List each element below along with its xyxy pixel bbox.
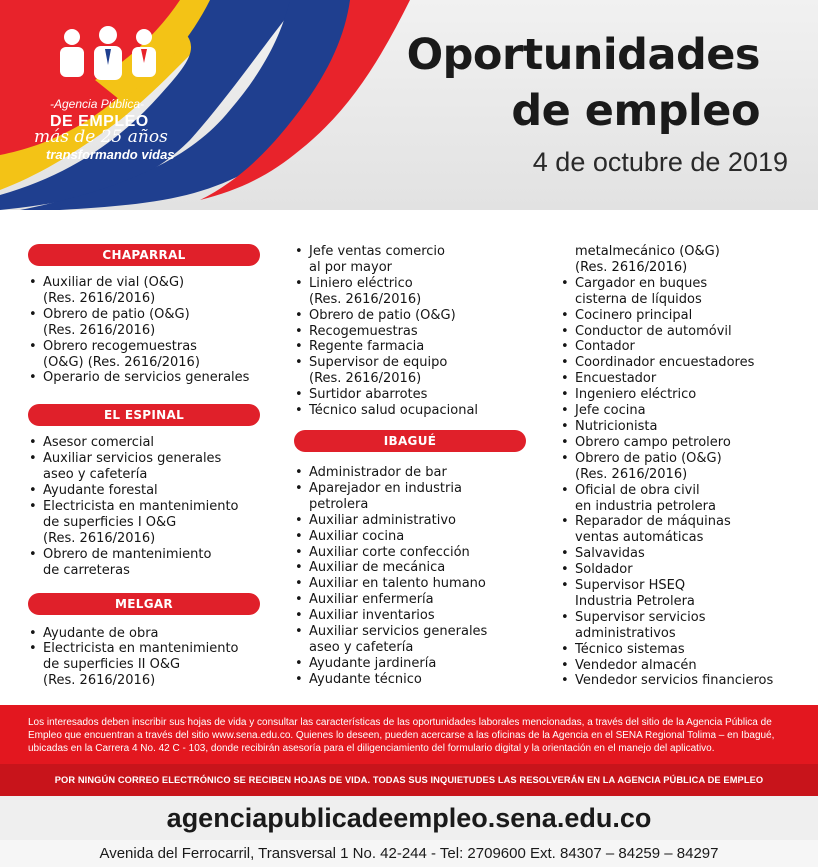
job-item: • Ingeniero eléctrico (561, 387, 697, 403)
email-notice-banner: POR NINGÚN CORREO ELECTRÓNICO SE RECIBEN HOJAS DE VIDA. TODAS SUS INQUIETUDES LAS RESOLVERÁN EN LA AGENCIA PÚBLICA DE EMPLEO (0, 764, 818, 796)
job-item: • Ayudante técnico (295, 671, 422, 687)
website-link[interactable]: agenciapublicadeempleo.sena.edu.co (0, 796, 818, 840)
job-item: • Auxiliar servicios generales aseo y cafetería (29, 451, 222, 483)
agency-name-line1: -Agencia Pública- (50, 97, 145, 111)
jobs-column-2 (294, 244, 526, 688)
job-item: • Cargador en buques cisterna de líquidos (561, 275, 708, 307)
job-item: • Auxiliar de mecánica (295, 560, 446, 576)
anniversary-line1: más de 25 años (34, 127, 168, 147)
job-item: • Reparador de máquinas ventas automáticas (561, 514, 731, 546)
job-item: • Obrero campo petrolero (561, 434, 731, 450)
contact-address: Avenida del Ferrocarril, Transversal 1 No. 42-244 - Tel: 2709600 Ext. 84307 – 84259 – 84297 (0, 840, 818, 867)
job-item: • Coordinador encuestadores (561, 355, 755, 371)
application-instructions: Los interesados deben inscribir sus hojas de vida y consultar las características de las oportunidades laborales mencionadas, a través del sitio de la Agencia Pública de Empleo que encuentran a través del sitio www.sena.edu.co. Quienes lo deseen, pueden acercarse a las oficinas de la Agencia en el SENA Regional Tolima – en Ibagué, ubicadas en la Carrera 4 No. 42 C - 103, donde recibirán asesoría para el diligenciamiento del formulario digital y la orientación en el manejo del aplicativo. (0, 705, 818, 764)
job-item: • Supervisor de equipo (Res. 2616/2016) (295, 355, 448, 387)
agency-logo (30, 25, 210, 175)
job-item: • Encuestador (561, 371, 657, 387)
job-item: • Electricista en mantenimiento de superficies I O&G (Res. 2616/2016) (29, 498, 239, 546)
job-item: • Electricista en mantenimiento de superficies II O&G (Res. 2616/2016) (29, 641, 239, 689)
page-title-line2: de empleo (511, 86, 760, 136)
job-item: • Auxiliar enfermería (295, 592, 434, 608)
job-item: • Técnico sistemas (561, 641, 685, 657)
job-item: • Asesor comercial (29, 435, 155, 451)
job-item: • Obrero de patio (O&G) (Res. 2616/2016) (29, 306, 190, 338)
job-item: • Contador (561, 339, 635, 355)
job-item: • Jefe cocina (561, 403, 646, 419)
job-item: • Auxiliar administrativo (295, 512, 456, 528)
job-item: • Conductor de automóvil (561, 323, 732, 339)
job-item: • Obrero recogemuestras (O&G) (Res. 2616/2016) (29, 338, 200, 370)
job-item: • Aparejador en industria petrolera (295, 480, 462, 512)
job-item: • Supervisor servicios administrativos (561, 609, 706, 641)
agency-name-line2: DE EMPLEO (50, 113, 149, 130)
city-header-chaparral: CHAPARRAL (28, 244, 260, 266)
page-title-line1: Oportunidades (406, 30, 760, 80)
job-list-melgar (28, 626, 260, 690)
job-item: • Salvavidas (561, 546, 645, 562)
job-item: • Jefe ventas comercio al por mayor (295, 244, 445, 275)
job-item: • Liniero eléctrico (Res. 2616/2016) (295, 275, 422, 307)
job-item: • Oficial de obra civil en industria petrolera (561, 482, 716, 514)
city-header-ibague: IBAGUÉ (294, 430, 526, 452)
job-item: • Auxiliar servicios generales aseo y cafetería (295, 624, 488, 655)
city-header-melgar: MELGAR (28, 593, 260, 615)
job-item: • Auxiliar corte confección (295, 544, 470, 560)
job-list-el-espinal (28, 435, 260, 578)
job-item: • Surtidor abarrotes (295, 387, 428, 403)
job-item: • Vendedor servicios financieros (561, 673, 774, 689)
job-item: • Nutricionista (561, 418, 658, 434)
job-item: • Ayudante de obra (29, 625, 159, 641)
job-list-chaparral (28, 275, 260, 386)
job-item: • Cocinero principal (561, 307, 693, 323)
header-banner (0, 0, 818, 210)
job-item: • Obrero de patio (O&G) (295, 307, 456, 323)
job-item: • Auxiliar en talento humano (295, 576, 486, 592)
job-item: • Operario de servicios generales (29, 370, 250, 386)
job-item: • Vendedor almacén (561, 657, 697, 673)
job-item: • Auxiliar de vial (O&G) (Res. 2616/2016) (29, 275, 185, 306)
job-item: • Soldador (561, 562, 633, 578)
job-list-melgar-continued (294, 244, 526, 419)
jobs-column-3 (560, 244, 800, 689)
jobs-column-1 (28, 244, 260, 689)
job-item: • Recogemuestras (295, 323, 418, 339)
job-item: • Técnico salud ocupacional (295, 403, 479, 419)
job-item: • Auxiliar cocina (295, 528, 405, 544)
job-item: • Supervisor HSEQ Industria Petrolera (561, 578, 695, 609)
job-item: • Regente farmacia (295, 339, 425, 355)
job-item-continuation: metalmecánico (O&G) (Res. 2616/2016) (575, 244, 720, 275)
publication-date: 4 de octubre de 2019 (532, 147, 788, 177)
job-list-ibague (294, 465, 526, 688)
job-item: • Ayudante jardinería (295, 655, 437, 671)
job-list-ibague-continued (560, 276, 800, 690)
people-figures-icon (50, 25, 170, 85)
job-item: • Ayudante forestal (29, 483, 158, 499)
job-item: • Obrero de patio (O&G) (Res. 2616/2016) (561, 450, 722, 482)
job-item: • Administrador de bar (295, 464, 447, 480)
anniversary-line2: transformando vidas (46, 147, 175, 162)
job-item: • Obrero de mantenimiento de carreteras (29, 546, 212, 578)
city-header-el-espinal: EL ESPINAL (28, 404, 260, 426)
job-item: • Auxiliar inventarios (295, 608, 435, 624)
